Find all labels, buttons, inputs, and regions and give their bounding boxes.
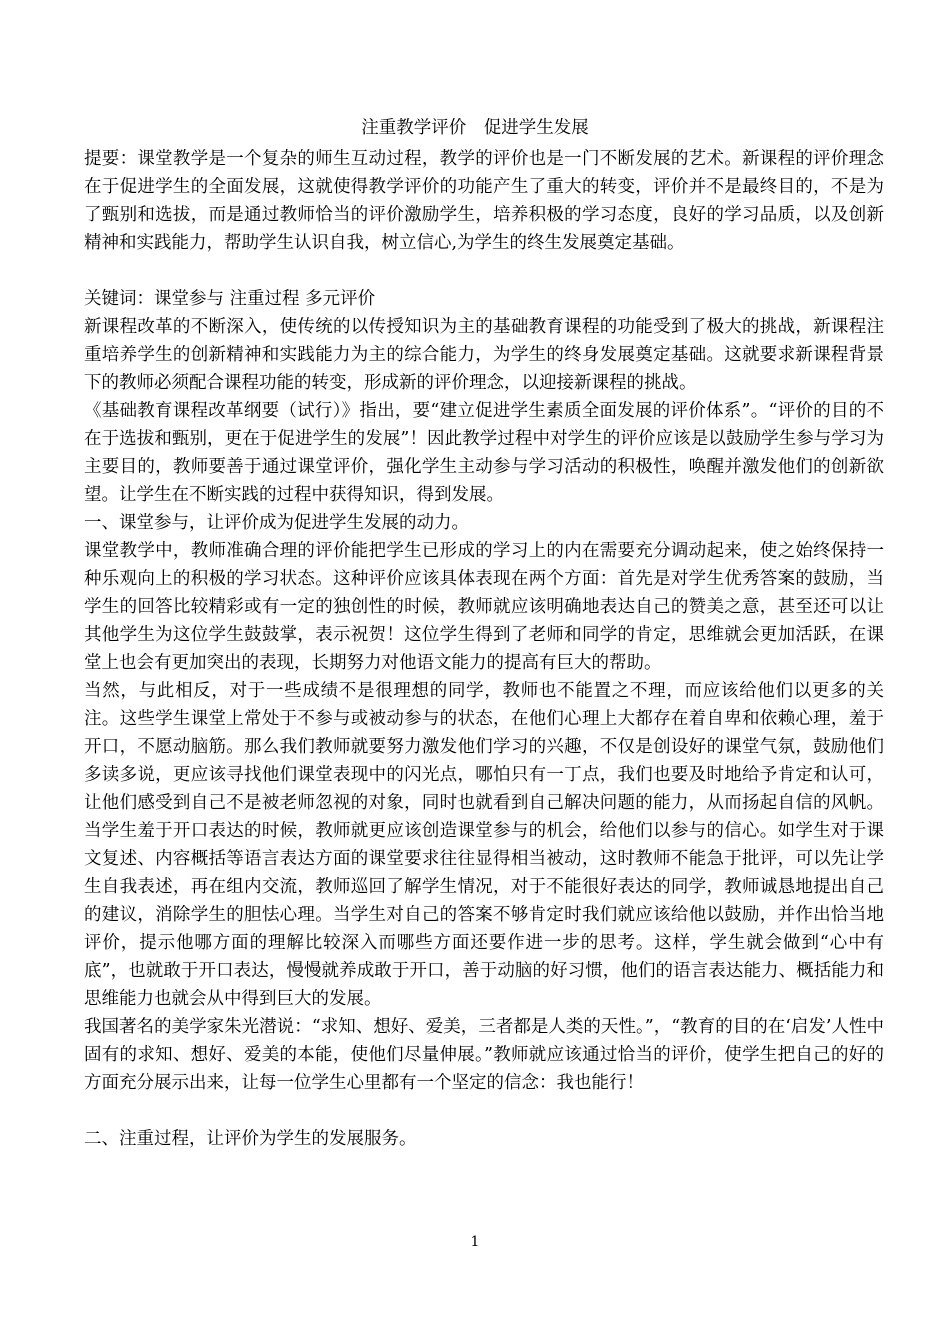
blank-line (84, 1097, 884, 1125)
document-title: 注重教学评价 促进学生发展 (361, 118, 589, 138)
body-paragraph: 当然，与此相反，对于一些成绩不是很理想的同学，教师也不能置之不理，而应该给他们以更多的关注。这些学生课堂上常处于不参与或被动参与的状态，在他们心理上大都存在着自卑和依赖心理，羞于开口，不愿动脑筋。那么我们教师就要努力激发他们学习的兴趣，不仅是创设好的课堂气氛，鼓励他们多读多说，更应该寻找他们课堂表现中的闪光点，哪怕只有一丁点，我们也要及时地给予肯定和认可，让他们感受到自己不是被老师忽视的对象，同时也就看到自己解决问题的能力，从而扬起自信的风帆。当学生羞于开口表达的时候，教师就更应该创造课堂参与的机会，给他们以参与的信心。如学生对于课文复述、内容概括等语言表达方面的课堂要求往往显得相当被动，这时教师不能急于批评，可以先让学生自我表述，再在组内交流，教师巡回了解学生情况，对于不能很好表达的同学，教师诚恳地提出自己的建议，消除学生的胆怯心理。当学生对自己的答案不够肯定时我们就应该给他以鼓励，并作出恰当地评价，提示他哪方面的理解比较深入而哪些方面还要作进一步的思考。这样，学生就会做到“心中有底”，也就敢于开口表达，慢慢就养成敢于开口，善于动脑的好习惯，他们的语言表达能力、概括能力和思维能力也就会从中得到巨大的发展。 (84, 681, 884, 1009)
section-heading: 二、注重过程，让评价为学生的发展服务。 (84, 1129, 417, 1149)
keywords-line: 关键词：课堂参与 注重过程 多元评价 (84, 289, 376, 309)
body-paragraph: 课堂教学中，教师准确合理的评价能把学生已形成的学习上的内在需要充分调动起来，使之始终保持一种乐观向上的积极的学习状态。这种评价应该具体表现在两个方面：首先是对学生优秀答案的鼓励，当学生的回答比较精彩或有一定的独创性的时候，教师就应该明确地表达自己的赞美之意，甚至还可以让其他学生为这位学生鼓鼓掌，表示祝贺！这位学生得到了老师和同学的肯定，思维就会更加活跃，在课堂上也会有更加突出的表现，长期努力对他语文能力的提高有巨大的帮助。 (84, 541, 884, 673)
abstract-paragraph: 提要：课堂教学是一个复杂的师生互动过程，教学的评价也是一门不断发展的艺术。新课程的评价理念在于促进学生的全面发展，这就使得教学评价的功能产生了重大的转变，评价并不是最终目的，不是为了甄别和选拔，而是通过教师恰当的评价激励学生，培养积极的学习态度，良好的学习品质，以及创新精神和实践能力，帮助学生认识自我，树立信心,为学生的终生发展奠定基础。 (84, 149, 884, 253)
document-body (84, 145, 884, 1153)
section-heading: 一、课堂参与，让评价成为促进学生发展的动力。 (84, 513, 469, 533)
body-paragraph: 新课程改革的不断深入，使传统的以传授知识为主的基础教育课程的功能受到了极大的挑战，新课程注重培养学生的创新精神和实践能力为主的综合能力，为学生的终身发展奠定基础。这就要求新课程背景下的教师必须配合课程功能的转变，形成新的评价理念，以迎接新课程的挑战。 (84, 317, 884, 393)
body-paragraph: 我国著名的美学家朱光潜说：“求知、想好、爱美，三者都是人类的天性。”，“教育的目的在‘启发’人性中固有的求知、想好、爱美的本能，使他们尽量伸展。”教师就应该通过恰当的评价，使学生把自己的好的方面充分展示出来，让每一位学生心里都有一个坚定的信念：我也能行！ (84, 1017, 884, 1093)
blank-line (84, 257, 884, 285)
page-number: 1 (470, 1234, 480, 1250)
body-paragraph: 《基础教育课程改革纲要（试行）》指出，要“建立促进学生素质全面发展的评价体系”。“评价的目的不在于选拔和甄别，更在于促进学生的发展”！因此教学过程中对学生的评价应该是以鼓励学生参与学习为主要目的，教师要善于通过课堂评价，强化学生主动参与学习活动的积极性，唤醒并激发他们的创新欲望。让学生在不断实践的过程中获得知识，得到发展。 (84, 401, 884, 505)
